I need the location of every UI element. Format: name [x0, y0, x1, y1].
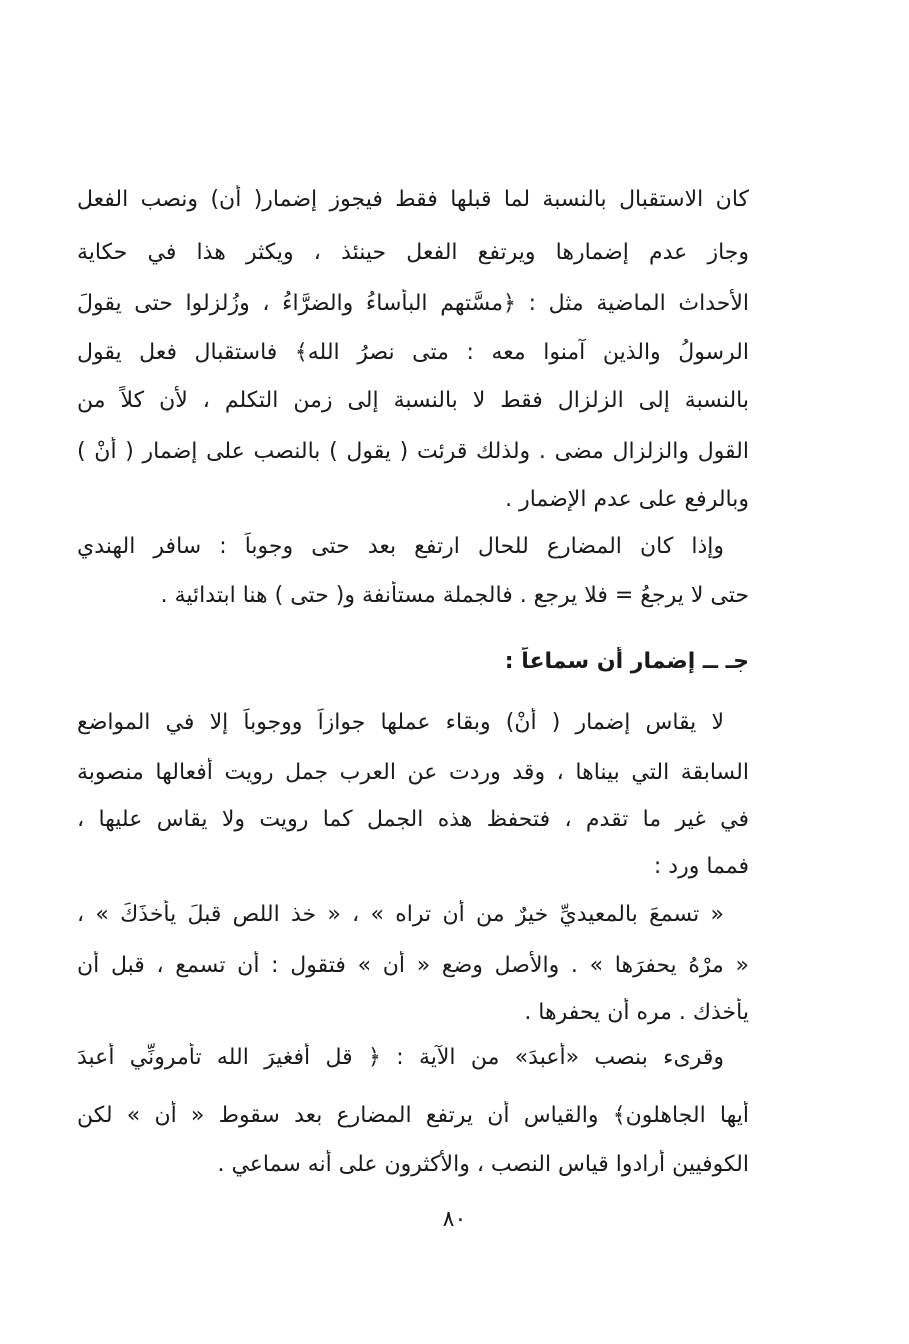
text-line: فمما ورد : [653, 854, 749, 879]
text-line: كان الاستقبال بالنسبة لما قبلها فقط فيجوز إضمار( أن) ونصب الفعل [77, 187, 749, 212]
text-line: حتى لا يرجعُ = فلا يرجع . فالجملة مستأنفة و( حتى ) هنا ابتدائية . [160, 583, 749, 608]
text-line: الأحداث الماضية مثل : ﴿مسَّتهم البأساءُ والضرَّاءُ ، وزُلزلوا حتى يقولَ [77, 291, 749, 316]
text-line: أيها الجاهلون﴾ والقياس أن يرتفع المضارع بعد سقوط « أن » لكن [77, 1103, 749, 1128]
text-line: وبالرفع على عدم الإضمار . [505, 487, 749, 512]
text-line: وجاز عدم إضمارها ويرتفع الفعل حينئذ ، ويكثر هذا في حكاية [77, 240, 749, 265]
section-heading: جـ ــ إضمار أن سماعاً : [504, 649, 749, 674]
text-line: الكوفيين أرادوا قياس النصب ، والأكثرون على أنه سماعي . [217, 1152, 749, 1177]
text-line: « مرْهُ يحفرَها » . والأصل وضع « أن » فتقول : أن تسمع ، قبل أن [77, 953, 749, 978]
text-line: القول والزلزال مضى . ولذلك قرئت ( يقول ) بالنصب على إضمار ( أنْ ) [77, 439, 749, 464]
text-line: وإذا كان المضارع للحال ارتفع بعد حتى وجوباً : سافر الهندي [77, 534, 724, 559]
text-line: في غير ما تقدم ، فتحفظ هذه الجمل كما رويت ولا يقاس عليها ، [77, 807, 749, 832]
text-line: يأخذك . مره أن يحفرها . [524, 1000, 749, 1025]
text-line: الرسولُ والذين آمنوا معه : متى نصرُ الله﴾ فاستقبال فعل يقول [77, 340, 749, 365]
text-line: وقرىء بنصب «أعبدَ» من الآية : ﴿ قل أفغيرَ الله تأمرونِّي أعبدَ [77, 1045, 724, 1070]
page-number: ٨٠ [442, 1207, 467, 1232]
text-line: بالنسبة إلى الزلزال فقط لا بالنسبة إلى زمن التكلم ، لأن كلاً من [77, 388, 749, 413]
text-line: لا يقاس إضمار ( أنْ) وبقاء عملها جوازاً ووجوباً إلا في المواضع [77, 710, 724, 735]
text-line: « تسمعَ بالمعيديِّ خيرٌ من أن تراه » ، « خذ اللص قبلَ يأخذَكَ » ، [77, 902, 724, 927]
text-line: السابقة التي بيناها ، وقد وردت عن العرب جمل رويت أفعالها منصوبة [77, 760, 749, 785]
